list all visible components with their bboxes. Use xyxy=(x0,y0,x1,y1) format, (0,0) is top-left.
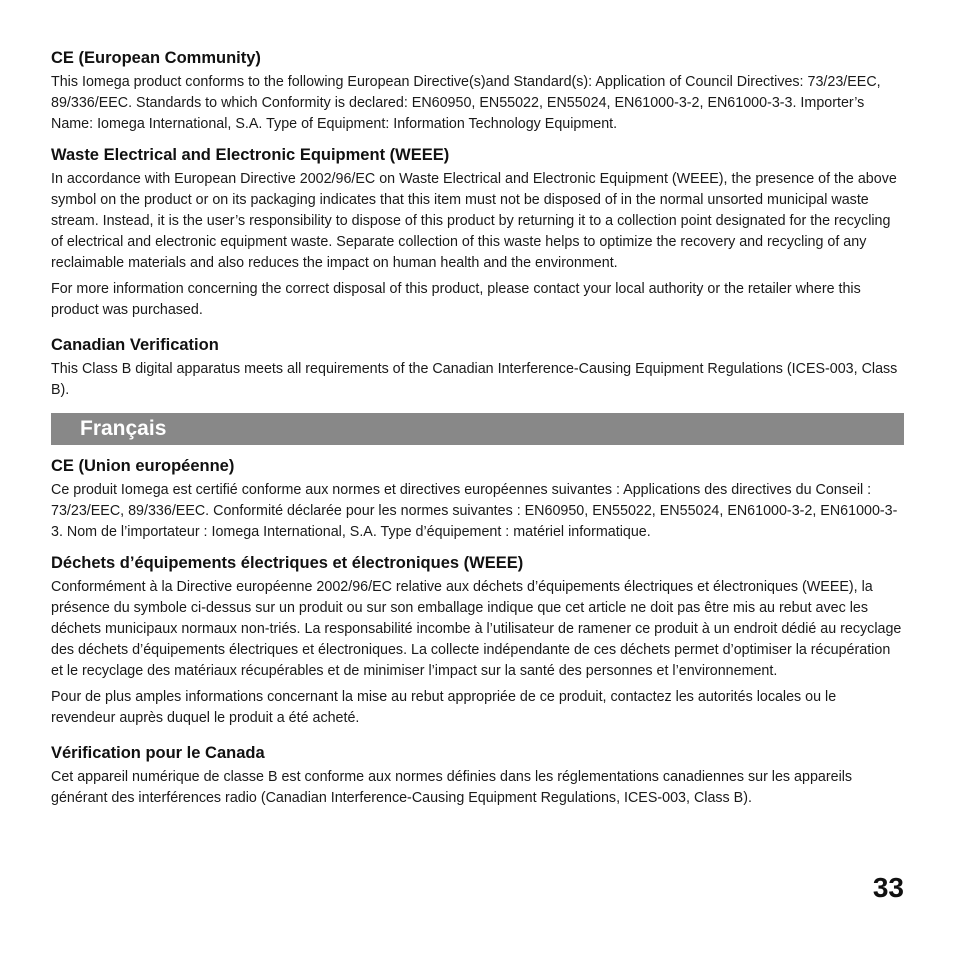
section-heading: Waste Electrical and Electronic Equipment (WEEE) xyxy=(51,146,450,164)
section-heading: CE (European Community) xyxy=(51,49,261,67)
section-paragraph: This Iomega product conforms to the following European Directive(s)and Standard(s): Application of Council Directives: 73/23/EEC, 89/336/EEC. Standards to which Conformity is declared: EN60950, EN55022, EN55024, EN61000-3-2, EN61000-3-3. Importer’s Name: Iomega International, S.A. Type of Equipment: Information Technology Equipment. xyxy=(51,74,881,132)
section-verification-canada xyxy=(51,743,904,809)
section-paragraph: In accordance with European Directive 2002/96/EC on Waste Electrical and Electronic Equipment (WEEE), the presence of the above symbol on the product or on its packaging indicates that this item must not be disposed of in the normal unsorted municipal waste stream. Instead, it is the user’s responsibility to dispose of this product by returning it to a collection point designated for the recycling of electrical and electronic equipment waste. Separate collection of this waste helps to optimize the recovery and recycling of any reclaimable materials and also reduces the impact on human health and the environment. xyxy=(51,171,897,271)
section-ce-european-community xyxy=(51,48,904,135)
section-heading: Vérification pour le Canada xyxy=(51,744,265,762)
section-dechets-weee xyxy=(51,553,904,729)
section-heading: CE (Union européenne) xyxy=(51,457,235,475)
section-ce-union-europeenne xyxy=(51,456,904,543)
section-paragraph: Conformément à la Directive européenne 2002/96/EC relative aux déchets d’équipements électriques et électroniques (WEEE), la présence du symbole ci-dessus sur un produit ou sur son emballage indique que cet article ne doit pas être mis au rebut avec les déchets municipaux normaux non-triés. La responsabilité incombe à l’utilisateur de ramener ce produit à un endroit dédié au recyclage des déchets d’équipements électriques et électroniques. La collecte indépendante de ces déchets permet d’optimiser la récupération et le recyclage des matériaux récupérables et de minimiser l’impact sur la santé des personnes et l’environnement. xyxy=(51,579,902,679)
section-paragraph: Ce produit Iomega est certifié conforme aux normes et directives européennes suivantes : Applications des directives du Conseil : 73/23/EEC, 89/336/EEC. Conformité déclarée pour les normes suivantes : EN60950, EN55022, EN55024, EN61000-3-2, EN61000-3-3. Nom de l’importateur : Iomega International, S.A. Type d’équipement : matériel informatique. xyxy=(51,482,898,540)
section-paragraph: Pour de plus amples informations concernant la mise au rebut appropriée de ce produit, contactez les autorités locales ou le revendeur auprès duquel le produit a été acheté. xyxy=(51,689,837,726)
section-heading: Canadian Verification xyxy=(51,336,219,354)
section-paragraph: For more information concerning the correct disposal of this product, please contact your local authority or the retailer where this product was purchased. xyxy=(51,281,861,318)
page-number: 33 xyxy=(872,872,904,903)
section-canadian-verification xyxy=(51,335,904,401)
section-paragraph: This Class B digital apparatus meets all requirements of the Canadian Interference-Causing Equipment Regulations (ICES-003, Class B). xyxy=(51,361,898,398)
section-paragraph: Cet appareil numérique de classe B est conforme aux normes définies dans les réglementations canadiennes sur les appareils générant des interférences radio (Canadian Interference-Causing Equipment Regulations, ICES-003, Class B). xyxy=(51,769,853,806)
document-page xyxy=(51,48,904,819)
language-banner-title: Français xyxy=(80,417,167,440)
section-heading: Déchets d’équipements électriques et électroniques (WEEE) xyxy=(51,554,524,572)
language-banner xyxy=(51,413,904,445)
section-weee xyxy=(51,145,904,321)
